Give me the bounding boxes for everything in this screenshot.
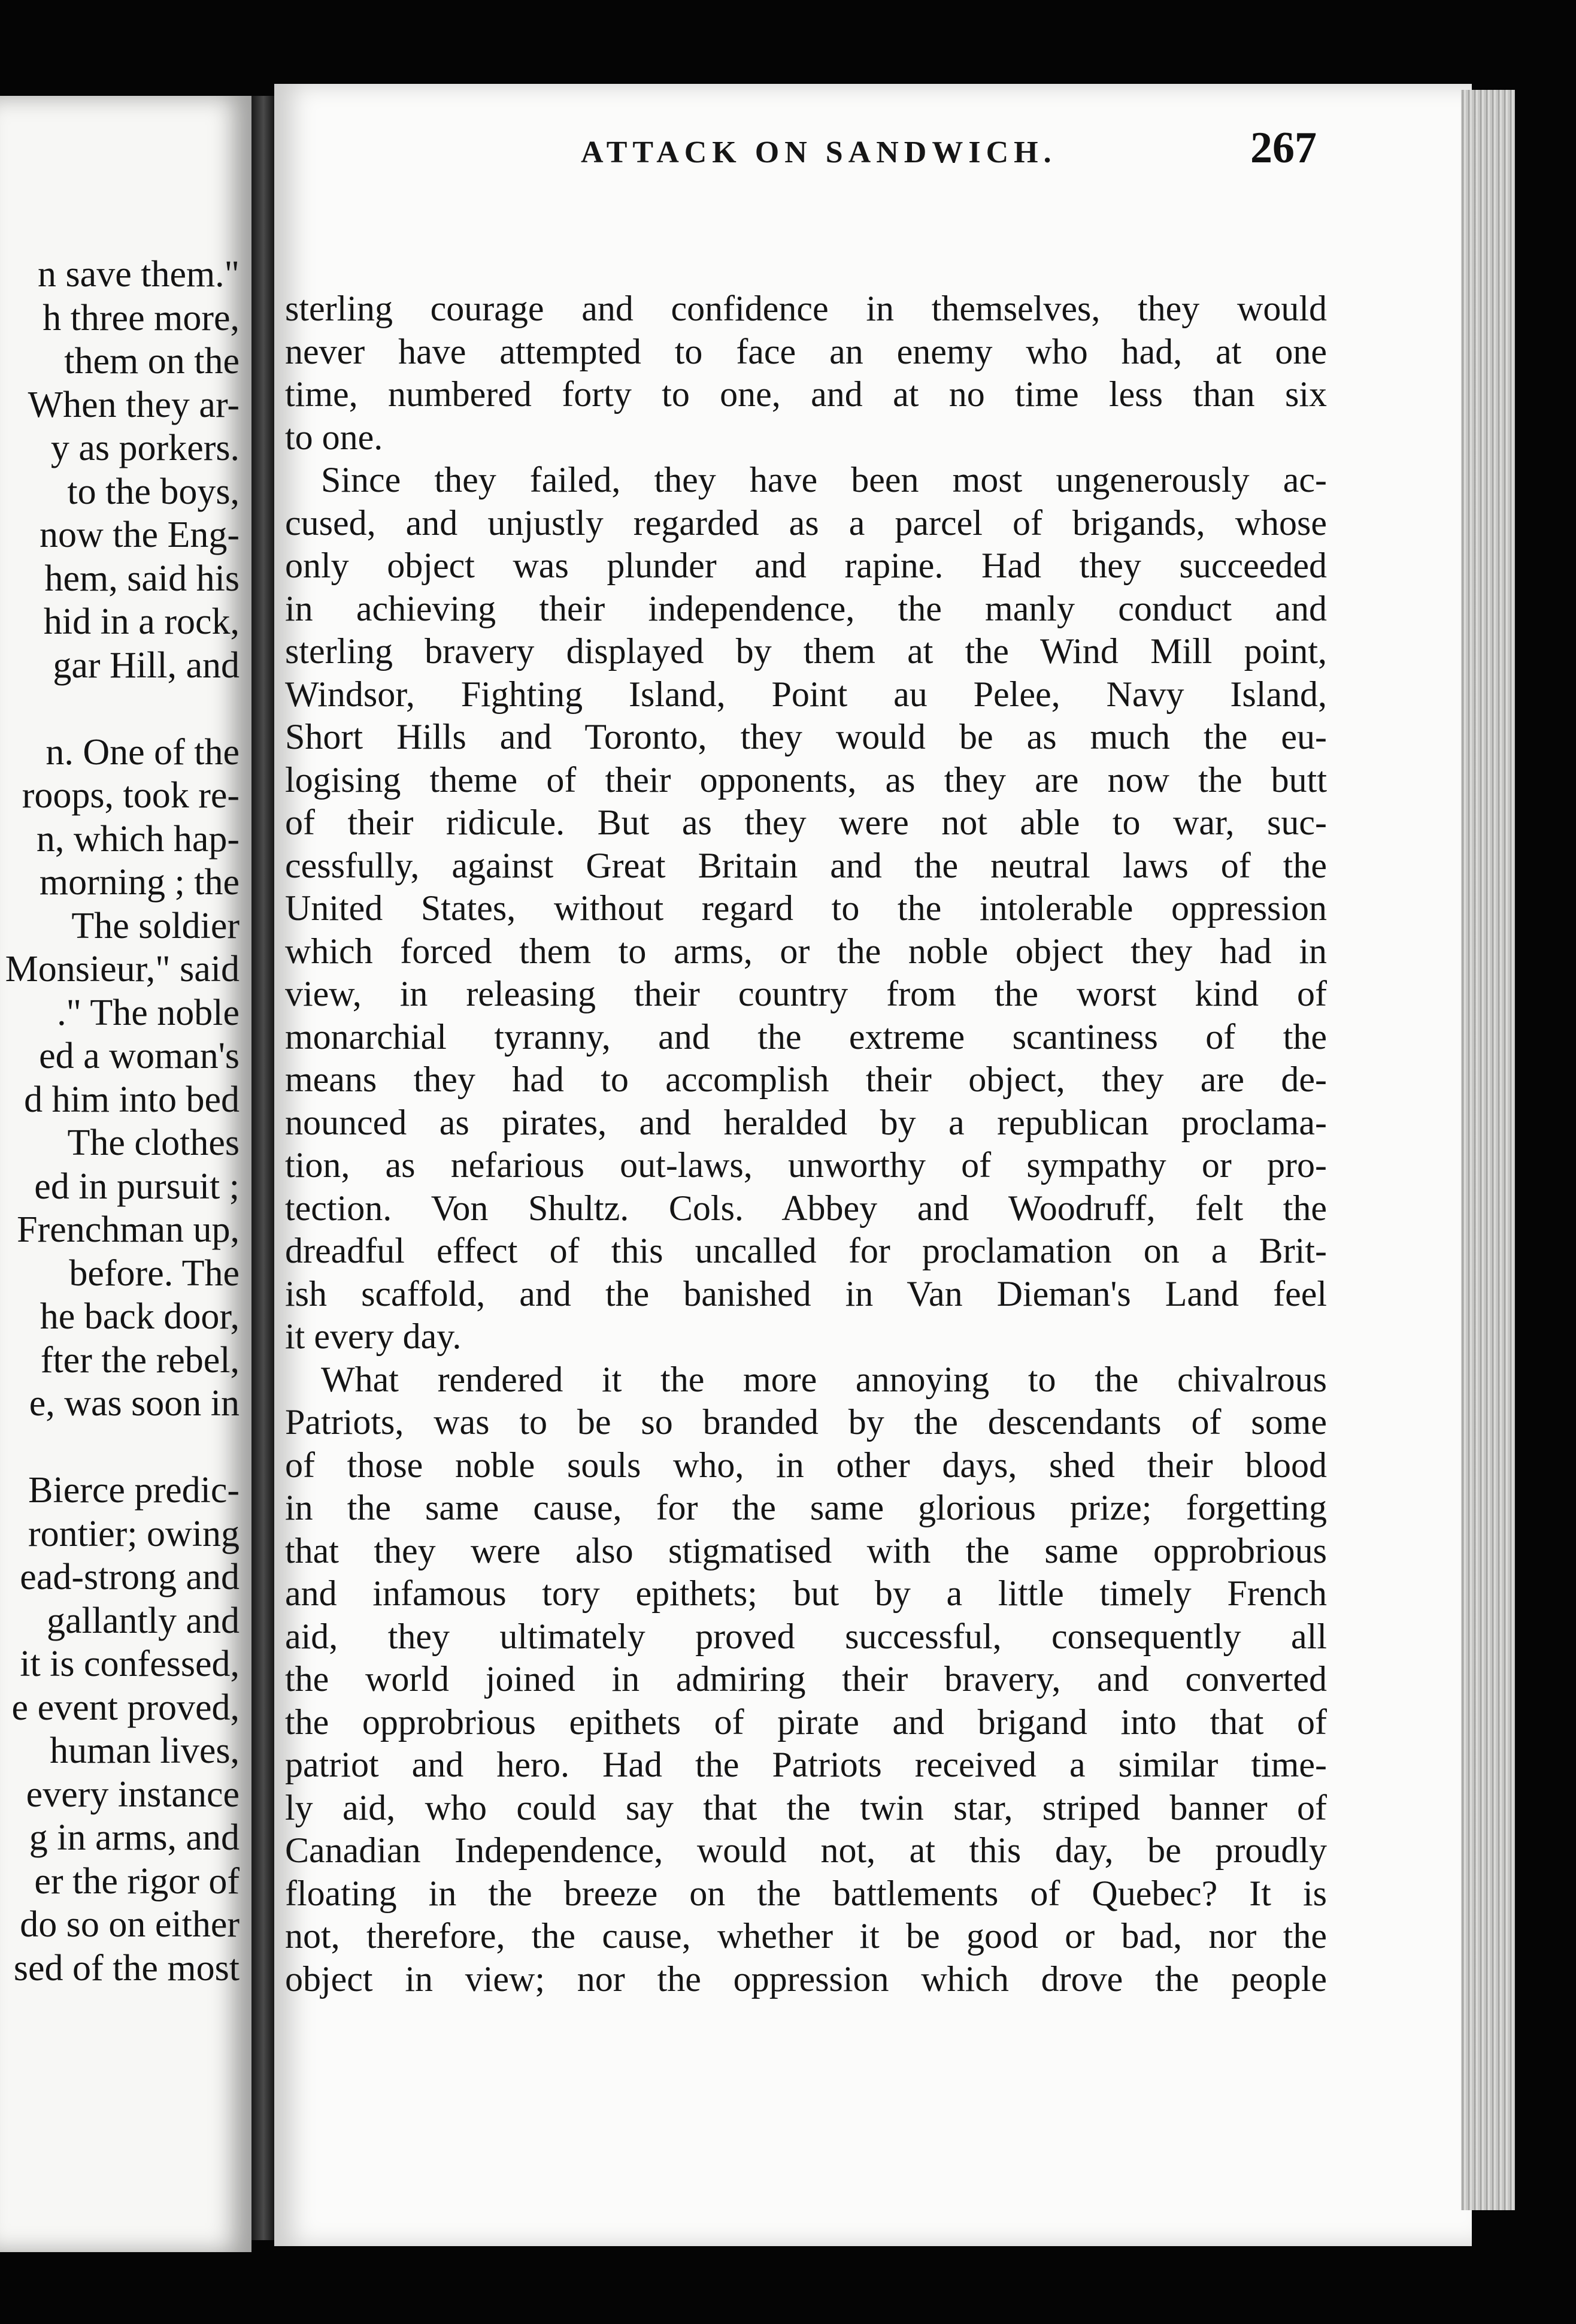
left-page-line: er the rigor of xyxy=(34,1860,240,1902)
left-page-line: g in arms, and xyxy=(29,1817,240,1858)
text-line: view, in releasing their country from the worst kind of xyxy=(285,974,1327,1013)
left-page-line: e event proved, xyxy=(11,1687,240,1728)
left-page-line: n. One of the xyxy=(46,731,240,773)
left-page-line: h three more, xyxy=(43,297,240,338)
left-page-line: The clothes xyxy=(67,1122,240,1163)
text-line: of their ridicule. But as they were not able to war, suc- xyxy=(285,803,1327,842)
left-page-line: n, which hap- xyxy=(36,818,240,860)
left-page-text xyxy=(5,253,240,1990)
left-page-line xyxy=(5,1426,240,1469)
left-page-line: he back door, xyxy=(40,1296,240,1337)
left-page-line: ed in pursuit ; xyxy=(34,1166,240,1207)
left-page-line: Bierce predic- xyxy=(28,1470,240,1511)
text-line: Since they failed, they have been most ungenerously ac- xyxy=(321,460,1327,500)
text-line: which forced them to arms, or the noble object they had in xyxy=(285,931,1327,971)
text-line: that they were also stigmatised with the same opprobrious xyxy=(285,1530,1327,1570)
left-page-line: n save them." xyxy=(38,254,240,295)
text-line: Windsor, Fighting Island, Point au Pelee, Navy Island, xyxy=(285,674,1327,714)
text-line: means they had to accomplish their object, they are de- xyxy=(285,1060,1327,1099)
left-page-line: The soldier xyxy=(71,905,240,946)
left-page-line: e, was soon in xyxy=(29,1383,240,1424)
text-line: never have attempted to face an enemy who had, at one xyxy=(285,331,1327,371)
text-line: patriot and hero. Had the Patriots received a similar time- xyxy=(285,1745,1327,1784)
left-page xyxy=(0,96,251,2252)
left-page-line: fter the rebel, xyxy=(40,1339,240,1381)
text-line: in achieving their independence, the manly conduct and xyxy=(285,588,1327,628)
text-line: to one. xyxy=(285,417,383,457)
left-page-line: rontier; owing xyxy=(28,1513,240,1554)
left-page-line: ead-strong and xyxy=(20,1557,240,1597)
book-gutter xyxy=(251,96,275,2240)
left-page-line: them on the xyxy=(64,341,240,382)
text-line: aid, they ultimately proved successful, consequently all xyxy=(285,1616,1327,1656)
left-page-line: every instance xyxy=(26,1774,240,1815)
text-line: the world joined in admiring their bravery, and converted xyxy=(285,1659,1327,1699)
text-line: cessfully, against Great Britain and the neutral laws of the xyxy=(285,845,1327,885)
page-edges xyxy=(1461,90,1515,2210)
left-page-line: Monsieur," said xyxy=(5,949,240,989)
left-page-line: now the Eng- xyxy=(39,515,240,555)
running-head: ATTACK ON SANDWICH. xyxy=(581,135,1057,170)
text-line: time, numbered forty to one, and at no time less than six xyxy=(285,374,1327,414)
text-line: it every day. xyxy=(285,1317,462,1356)
left-page-line: gar Hill, and xyxy=(53,644,240,686)
left-page-line: to the boys, xyxy=(67,471,240,512)
left-page-line xyxy=(5,687,240,731)
left-page-line: When they ar- xyxy=(28,384,240,425)
text-line: Patriots, was to be so branded by the descendants of some xyxy=(285,1402,1327,1442)
text-line: Short Hills and Toronto, they would be as much the eu- xyxy=(285,717,1327,756)
text-line: of those noble souls who, in other days, shed their blood xyxy=(285,1445,1327,1485)
text-line: the opprobrious epithets of pirate and brigand into that of xyxy=(285,1702,1327,1742)
text-line: sterling bravery displayed by them at the Wind Mill point, xyxy=(285,631,1327,671)
text-line: only object was plunder and rapine. Had they succeeded xyxy=(285,546,1327,585)
left-page-line: Frenchman up, xyxy=(17,1209,240,1250)
text-line: What rendered it the more annoying to the chivalrous xyxy=(321,1359,1327,1399)
text-line: not, therefore, the cause, whether it be good or bad, nor the xyxy=(285,1916,1327,1956)
left-page-line: sed of the most xyxy=(13,1947,240,1989)
text-line: sterling courage and confidence in themselves, they would xyxy=(285,289,1327,328)
text-line: and infamous tory epithets; but by a little timely French xyxy=(285,1573,1327,1613)
text-line: dreadful effect of this uncalled for proclamation on a Brit- xyxy=(285,1231,1327,1270)
left-page-line: d him into bed xyxy=(24,1079,240,1120)
text-line: United States, without regard to the intolerable oppression xyxy=(285,888,1327,928)
text-line: Canadian Independence, would not, at this day, be proudly xyxy=(285,1830,1327,1870)
left-page-line: gallantly and xyxy=(47,1600,240,1641)
left-page-line: hid in a rock, xyxy=(43,601,240,642)
left-page-line: hem, said his xyxy=(44,558,240,599)
left-page-line: before. The xyxy=(69,1252,240,1294)
text-line: nounced as pirates, and heralded by a republican proclama- xyxy=(285,1102,1327,1142)
left-page-line: do so on either xyxy=(20,1904,240,1945)
text-line: tion, as nefarious out-laws, unworthy of sympathy or pro- xyxy=(285,1145,1327,1185)
body-text xyxy=(285,288,1327,2001)
text-line: cused, and unjustly regarded as a parcel of brigands, whose xyxy=(285,503,1327,543)
text-line: in the same cause, for the same glorious prize; forgetting xyxy=(285,1488,1327,1527)
text-line: logising theme of their opponents, as they are now the butt xyxy=(285,759,1327,800)
text-line: floating in the breeze on the battlements of Quebec? It is xyxy=(285,1873,1327,1913)
text-line: tection. Von Shultz. Cols. Abbey and Woodruff, felt the xyxy=(285,1188,1327,1228)
text-line: object in view; nor the oppression which drove the people xyxy=(285,1959,1327,1999)
left-page-line: roops, took re- xyxy=(22,775,240,816)
left-page-line: ." The noble xyxy=(57,992,240,1033)
left-page-line: it is confessed, xyxy=(20,1644,240,1684)
text-line: ly aid, who could say that the twin star, striped banner of xyxy=(285,1787,1327,1827)
text-line: monarchial tyranny, and the extreme scantiness of the xyxy=(285,1016,1327,1057)
left-page-line: ed a woman's xyxy=(39,1036,240,1076)
page-number: 267 xyxy=(1250,123,1317,173)
left-page-line: human lives, xyxy=(50,1730,240,1771)
left-page-line: y as porkers. xyxy=(50,428,240,468)
text-line: ish scaffold, and the banished in Van Dieman's Land feel xyxy=(285,1273,1327,1314)
left-page-line: morning ; the xyxy=(39,862,240,903)
